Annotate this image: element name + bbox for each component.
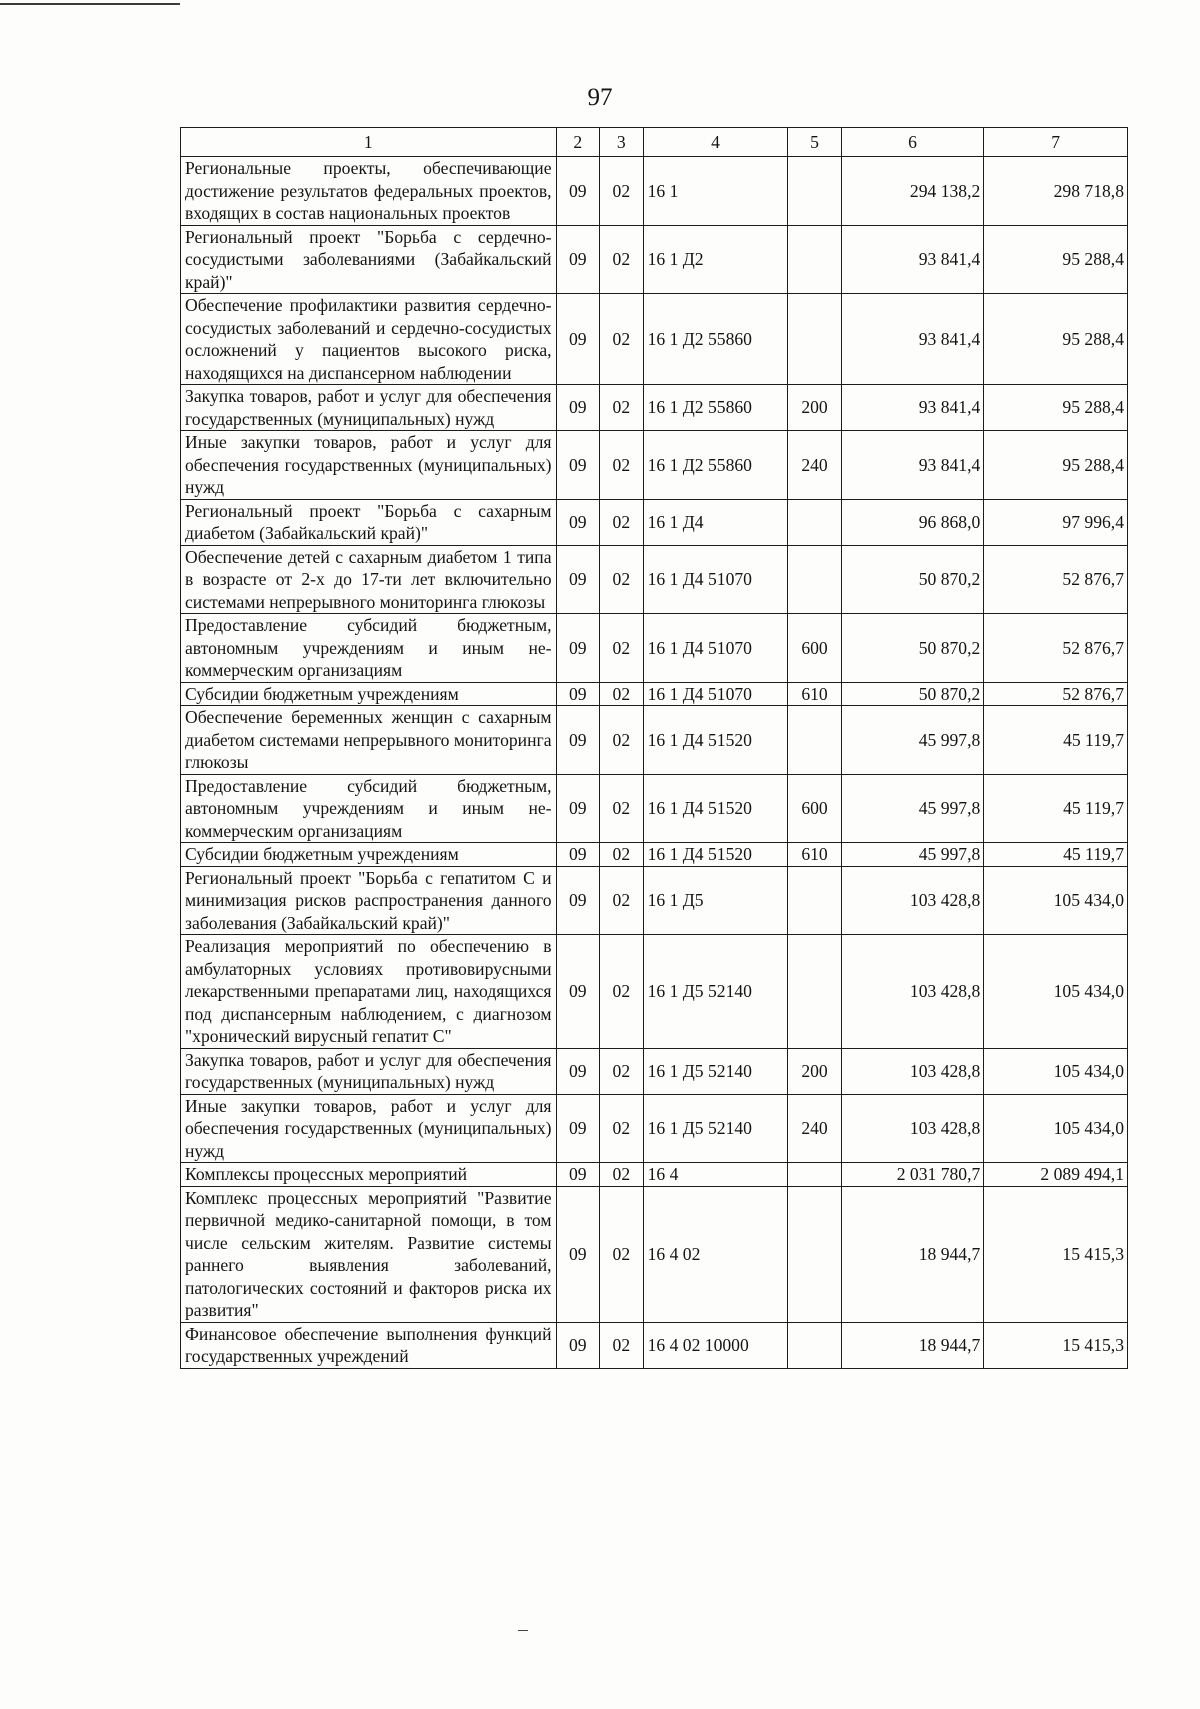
row-col-7: 105 434,0 [984,866,1128,935]
row-col-5 [788,499,841,545]
row-col-6: 93 841,4 [841,385,984,431]
row-col-2: 09 [556,385,600,431]
row-name: Региональный проект "Борьба с сахарным диабетом (Забайкальский край)" [181,499,557,545]
row-col-2: 09 [556,431,600,500]
row-col-2: 09 [556,774,600,843]
table-row [181,706,1128,775]
row-col-7: 15 415,3 [984,1322,1128,1368]
footer-dash [518,1630,528,1631]
row-col-2: 09 [556,1322,600,1368]
row-col-6: 96 868,0 [841,499,984,545]
row-col-7: 45 119,7 [984,706,1128,775]
row-col-5: 600 [788,614,841,683]
row-col-2: 09 [556,157,600,226]
row-col-3: 02 [600,843,644,867]
row-name: Региональные проекты, обеспечивающие достижение результатов федеральных проектов, входящих в состав национальных проектов [181,157,557,226]
row-col-7: 95 288,4 [984,294,1128,385]
row-col-6: 50 870,2 [841,545,984,614]
row-col-6: 18 944,7 [841,1186,984,1322]
row-col-4: 16 1 Д4 51070 [643,682,788,706]
table-row [181,499,1128,545]
row-col-3: 02 [600,1163,644,1187]
row-name: Закупка товаров, работ и услуг для обеспечения государственных (муниципальных) нужд [181,1048,557,1094]
row-col-6: 50 870,2 [841,682,984,706]
row-col-5 [788,294,841,385]
row-col-6: 103 428,8 [841,866,984,935]
table-row [181,545,1128,614]
table-row [181,843,1128,867]
row-col-7: 298 718,8 [984,157,1128,226]
row-col-5 [788,706,841,775]
row-name: Закупка товаров, работ и услуг для обеспечения государственных (муниципальных) нужд [181,385,557,431]
header-cell: 1 [181,128,557,157]
row-col-2: 09 [556,1048,600,1094]
row-col-3: 02 [600,225,644,294]
row-col-3: 02 [600,499,644,545]
row-col-4: 16 1 Д4 51070 [643,614,788,683]
table-row [181,294,1128,385]
row-col-7: 45 119,7 [984,843,1128,867]
row-col-7: 105 434,0 [984,1048,1128,1094]
row-col-3: 02 [600,157,644,226]
row-col-6: 50 870,2 [841,614,984,683]
row-name: Субсидии бюджетным учреждениям [181,682,557,706]
row-col-5 [788,545,841,614]
table-row [181,1322,1128,1368]
row-col-3: 02 [600,682,644,706]
row-col-7: 52 876,7 [984,614,1128,683]
row-col-4: 16 1 Д4 51520 [643,843,788,867]
row-col-2: 09 [556,706,600,775]
table-row [181,866,1128,935]
table-row [181,225,1128,294]
header-cell: 6 [841,128,984,157]
row-col-4: 16 1 Д4 51070 [643,545,788,614]
row-name: Финансовое обеспечение выполнения функций государственных учреждений [181,1322,557,1368]
table-row [181,157,1128,226]
row-col-6: 45 997,8 [841,774,984,843]
row-col-4: 16 4 [643,1163,788,1187]
row-col-7: 105 434,0 [984,935,1128,1049]
table-body [181,157,1128,1369]
table-row [181,935,1128,1049]
row-col-3: 02 [600,294,644,385]
row-col-2: 09 [556,545,600,614]
table-row [181,614,1128,683]
row-col-2: 09 [556,843,600,867]
row-col-3: 02 [600,385,644,431]
row-col-6: 45 997,8 [841,706,984,775]
row-col-2: 09 [556,1163,600,1187]
header-cell: 4 [643,128,788,157]
header-row [181,128,1128,157]
table-row [181,1094,1128,1163]
row-col-5: 200 [788,385,841,431]
row-col-6: 2 031 780,7 [841,1163,984,1187]
row-col-3: 02 [600,1048,644,1094]
row-col-2: 09 [556,1094,600,1163]
row-col-5: 200 [788,1048,841,1094]
row-col-5: 600 [788,774,841,843]
row-name: Предоставление субсидий бюджетным, автономным учреждениям и иным некоммерческим организациям [181,774,557,843]
row-col-2: 09 [556,866,600,935]
budget-table [180,127,1128,1369]
header-cell: 3 [600,128,644,157]
row-col-3: 02 [600,1322,644,1368]
row-col-6: 93 841,4 [841,431,984,500]
table-row [181,1186,1128,1322]
row-col-6: 18 944,7 [841,1322,984,1368]
row-col-2: 09 [556,499,600,545]
row-col-4: 16 1 [643,157,788,226]
row-col-7: 105 434,0 [984,1094,1128,1163]
top-edge-line [0,3,180,5]
row-col-6: 103 428,8 [841,1048,984,1094]
row-col-4: 16 4 02 10000 [643,1322,788,1368]
header-cell: 5 [788,128,841,157]
row-col-2: 09 [556,682,600,706]
row-col-7: 52 876,7 [984,545,1128,614]
row-col-6: 103 428,8 [841,935,984,1049]
row-col-7: 52 876,7 [984,682,1128,706]
row-col-4: 16 1 Д2 55860 [643,294,788,385]
row-col-6: 93 841,4 [841,294,984,385]
row-col-5: 610 [788,682,841,706]
row-col-7: 2 089 494,1 [984,1163,1128,1187]
row-name: Комплекс процессных мероприятий "Развитие первичной медико-санитарной помощи, в том числе сельским жителям. Развитие системы раннего выявления заболеваний, патологических состояний и факторов риска их развития" [181,1186,557,1322]
row-col-3: 02 [600,1186,644,1322]
row-name: Региональный проект "Борьба с сердечно-сосудистыми заболеваниями (Забайкальский край)" [181,225,557,294]
row-col-3: 02 [600,545,644,614]
row-col-3: 02 [600,866,644,935]
table-row [181,1163,1128,1187]
row-col-7: 95 288,4 [984,385,1128,431]
row-col-3: 02 [600,431,644,500]
row-name: Иные закупки товаров, работ и услуг для обеспечения государственных (муниципальных) нужд [181,431,557,500]
row-col-5 [788,1163,841,1187]
row-col-5 [788,866,841,935]
row-col-2: 09 [556,935,600,1049]
row-col-5: 610 [788,843,841,867]
row-col-3: 02 [600,935,644,1049]
row-name: Региональный проект "Борьба с гепатитом С и минимизация рисков распространения данного заболевания (Забайкальский край)" [181,866,557,935]
row-col-3: 02 [600,706,644,775]
row-col-5 [788,157,841,226]
row-col-5 [788,1186,841,1322]
row-col-5 [788,1322,841,1368]
row-col-4: 16 1 Д5 52140 [643,1094,788,1163]
row-name: Иные закупки товаров, работ и услуг для обеспечения государственных (муниципальных) нужд [181,1094,557,1163]
row-col-6: 45 997,8 [841,843,984,867]
row-col-6: 93 841,4 [841,225,984,294]
row-col-4: 16 1 Д2 55860 [643,385,788,431]
row-col-5: 240 [788,431,841,500]
row-col-3: 02 [600,1094,644,1163]
row-col-2: 09 [556,225,600,294]
row-name: Обеспечение профилактики развития сердечно-сосудистых заболеваний и сердечно-сосудистых осложнений у пациентов высокого риска, находящихся на диспансерном наблюдении [181,294,557,385]
row-name: Обеспечение беременных женщин с сахарным диабетом системами непрерывного мониторинга глюкозы [181,706,557,775]
row-col-4: 16 4 02 [643,1186,788,1322]
row-col-3: 02 [600,614,644,683]
row-name: Обеспечение детей с сахарным диабетом 1 типа в возрасте от 2-х до 17-ти лет включительно системами непрерывного мониторинга глюкозы [181,545,557,614]
row-name: Комплексы процессных мероприятий [181,1163,557,1187]
table-row [181,385,1128,431]
table-row [181,1048,1128,1094]
row-col-6: 294 138,2 [841,157,984,226]
row-col-7: 95 288,4 [984,431,1128,500]
row-name: Реализация мероприятий по обеспечению в амбулаторных условиях противовирусными лекарственными препаратами лиц, находящихся под диспансерным наблюдением, с диагнозом "хронический вирусный гепатит С" [181,935,557,1049]
row-col-4: 16 1 Д2 55860 [643,431,788,500]
row-col-4: 16 1 Д5 [643,866,788,935]
row-col-7: 45 119,7 [984,774,1128,843]
table-row [181,431,1128,500]
row-col-5 [788,225,841,294]
header-cell: 7 [984,128,1128,157]
table-row [181,682,1128,706]
page-number: 97 [587,84,613,111]
row-name: Предоставление субсидий бюджетным, автономным учреждениям и иным некоммерческим организациям [181,614,557,683]
row-col-4: 16 1 Д5 52140 [643,935,788,1049]
row-col-4: 16 1 Д4 [643,499,788,545]
row-col-6: 103 428,8 [841,1094,984,1163]
row-col-3: 02 [600,774,644,843]
row-col-2: 09 [556,614,600,683]
row-col-4: 16 1 Д4 51520 [643,706,788,775]
row-col-5: 240 [788,1094,841,1163]
row-col-5 [788,935,841,1049]
row-col-4: 16 1 Д5 52140 [643,1048,788,1094]
row-col-7: 97 996,4 [984,499,1128,545]
row-col-4: 16 1 Д2 [643,225,788,294]
header-cell: 2 [556,128,600,157]
row-col-4: 16 1 Д4 51520 [643,774,788,843]
row-col-2: 09 [556,1186,600,1322]
row-name: Субсидии бюджетным учреждениям [181,843,557,867]
row-col-7: 95 288,4 [984,225,1128,294]
row-col-7: 15 415,3 [984,1186,1128,1322]
row-col-2: 09 [556,294,600,385]
table-row [181,774,1128,843]
